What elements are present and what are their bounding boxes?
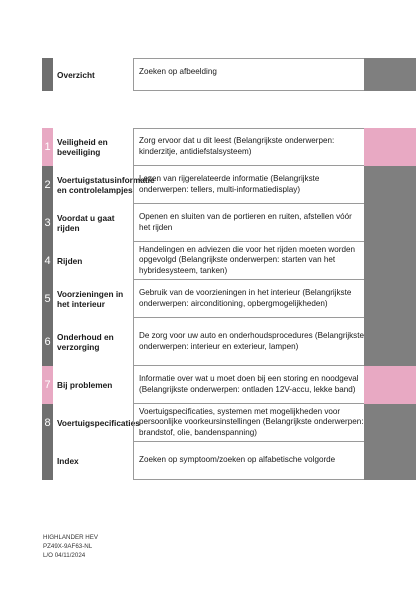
- chapter-title[interactable]: Voorzieningen in het interieur: [57, 289, 124, 309]
- chapter-title[interactable]: Veiligheid en beveiliging: [57, 137, 108, 157]
- chapter-right-tab: [364, 404, 416, 442]
- chapter-title[interactable]: Bij problemen: [57, 380, 113, 390]
- chapter-description-text: Informatie over wat u moet doen bij een storing en noodgeval (Belangrijkste onderwerpen: ontladen 12V-accu, lekke band): [139, 374, 359, 394]
- document-footer: [43, 533, 98, 560]
- chapter-title[interactable]: Rijden: [57, 256, 83, 266]
- chapter-number-tab: 3: [42, 204, 53, 242]
- chapter-description-text: Gebruik van de voorzieningen in het interieur (Belangrijkste onderwerpen: airconditioning, opbergmogelijkheden): [139, 288, 352, 308]
- chapter-title[interactable]: Voordat u gaat rijden: [57, 213, 115, 233]
- chapter-description-text: Zorg ervoor dat u dit leest (Belangrijkste onderwerpen: kinderzitje, antidiefstalsysteem): [139, 136, 335, 156]
- chapter-number-tab: 8: [42, 404, 53, 442]
- overview-desc: Zoeken op afbeelding: [133, 58, 364, 91]
- chapter-title[interactable]: Voertuigspecificaties: [57, 418, 140, 428]
- chapter-description-text: Handelingen en adviezen die voor het rijden moeten worden opgevolgd (Belangrijkste onderwerpen: starten van het hybridesysteem, tanken): [139, 245, 355, 275]
- chapter-title[interactable]: Onderhoud en verzorging: [57, 332, 114, 352]
- footer-date: L/O 04/11/2024: [43, 552, 86, 559]
- chapter-number-tab: 7: [42, 366, 53, 404]
- chapter-description-text: Voertuigspecificaties, systemen met mogelijkheden voor persoonlijke voorkeursinstellingen (Belangrijkste onderwerpen: brandstof, olie, bandenspanning): [139, 407, 364, 437]
- footer-model: HIGHLANDER HEV: [43, 534, 99, 541]
- chapter-description-text: Openen en sluiten van de portieren en ruiten, afstellen vóór het rijden: [139, 212, 352, 232]
- chapter-description: [133, 128, 364, 166]
- chapter-description-text: De zorg voor uw auto en onderhoudsprocedures (Belangrijkste onderwerpen: interieur en exterieur, lampen): [139, 331, 364, 351]
- overview-title[interactable]: Overzicht: [57, 69, 95, 80]
- chapter-description: [133, 242, 364, 280]
- chapter-number-tab: 6: [42, 318, 53, 366]
- chapter-description: [133, 280, 364, 318]
- chapter-right-tab: [364, 204, 416, 242]
- index-tab: [42, 442, 53, 480]
- chapter-description: [133, 204, 364, 242]
- index-title[interactable]: Index: [57, 456, 79, 466]
- chapter-number-tab: 4: [42, 242, 53, 280]
- chapter-number-tab: 1: [42, 128, 53, 166]
- index-desc: Zoeken op symptoom/zoeken op alfabetische volgorde: [133, 442, 364, 480]
- chapter-description-text: Lezen van rijgerelateerde informatie (Belangrijkste onderwerpen: tellers, multi-informatiedisplay): [139, 174, 320, 194]
- overview-right-tab: [364, 58, 416, 91]
- index-right-tab: [364, 442, 416, 480]
- chapter-right-tab: [364, 242, 416, 280]
- chapter-right-tab: [364, 280, 416, 318]
- chapter-right-tab: [364, 366, 416, 404]
- footer-code: PZ49X-9AF63-NL: [43, 543, 93, 550]
- overview-tab: [42, 58, 53, 91]
- chapter-description: [133, 318, 364, 366]
- chapter-description: [133, 404, 364, 442]
- chapter-number-tab: 2: [42, 166, 53, 204]
- chapter-number-tab: 5: [42, 280, 53, 318]
- chapter-title[interactable]: Voertuigstatusinformatie en controlelampjes: [57, 175, 155, 195]
- chapter-description: [133, 366, 364, 404]
- chapter-right-tab: [364, 166, 416, 204]
- chapter-right-tab: [364, 128, 416, 166]
- chapter-description: [133, 166, 364, 204]
- chapter-right-tab: [364, 318, 416, 366]
